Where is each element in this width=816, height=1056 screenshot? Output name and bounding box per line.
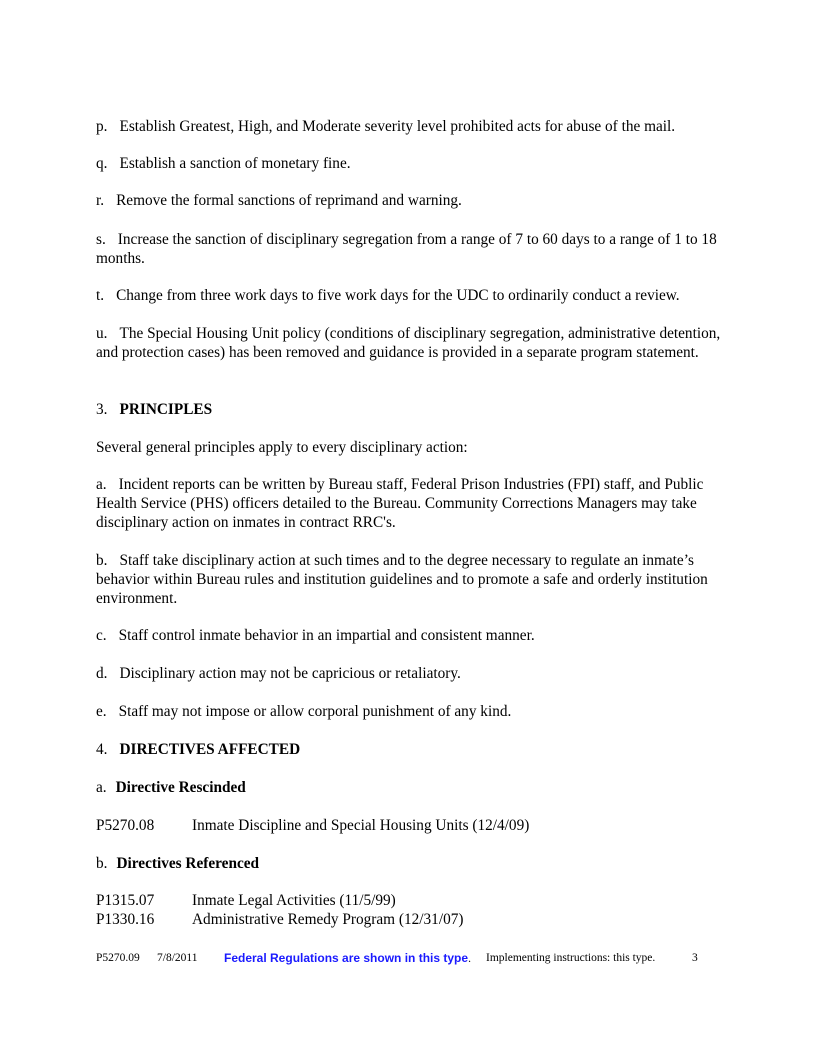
item-letter: q.: [96, 155, 108, 172]
directive-row: [96, 816, 724, 835]
list-item: [96, 551, 724, 608]
item-text: Staff control inmate behavior in an impartial and consistent manner.: [118, 627, 535, 644]
item-text: Establish Greatest, High, and Moderate severity level prohibited acts for abuse of the mail.: [119, 118, 676, 135]
list-item: [96, 626, 724, 645]
subheading-title: Directives Referenced: [116, 855, 260, 872]
item-letter: p.: [96, 118, 108, 135]
list-item: [96, 664, 724, 683]
item-text: Staff may not impose or allow corporal punishment of any kind.: [118, 703, 512, 720]
item-text: Incident reports can be written by Bureau staff, Federal Prison Industries (FPI) staff, and Public Health Service (PHS) officers detailed to the Bureau. Community Corrections Managers may take disciplinary action on inmates in contract RRC's.: [96, 476, 704, 531]
section-heading-directives: [96, 740, 724, 759]
section-title: PRINCIPLES: [119, 401, 213, 418]
directive-code: P1315.07: [96, 892, 155, 909]
list-item: [96, 191, 724, 210]
section-intro: Several general principles apply to every disciplinary action:: [96, 439, 468, 456]
footer-federal-note: [224, 951, 471, 966]
subheading-title: Directive Rescinded: [115, 779, 246, 796]
item-letter: c.: [96, 627, 107, 644]
item-letter: b.: [96, 552, 108, 569]
directive-title: Administrative Remedy Program (12/31/07): [192, 911, 464, 928]
directive-row: [96, 910, 724, 929]
directive-title: Inmate Discipline and Special Housing Units (12/4/09): [192, 817, 530, 834]
item-letter: e.: [96, 703, 107, 720]
item-letter: s.: [96, 231, 106, 248]
list-item: [96, 117, 724, 136]
subheading-referenced: [96, 854, 724, 873]
item-text: Staff take disciplinary action at such times and to the degree necessary to regulate an inmate’s behavior within Bureau rules and institution guidelines and to promote a safe and orderly institution environment.: [96, 552, 708, 607]
item-text: Remove the formal sanctions of reprimand and warning.: [116, 192, 462, 209]
item-text: Disciplinary action may not be capricious or retaliatory.: [119, 665, 461, 682]
section-title: DIRECTIVES AFFECTED: [119, 741, 301, 758]
item-letter: r.: [96, 192, 105, 209]
item-text: Increase the sanction of disciplinary segregation from a range of 7 to 60 days to a range of 1 to 18 months.: [96, 231, 717, 267]
list-item: [96, 286, 724, 305]
footer-doc-number: P5270.09: [96, 952, 140, 964]
federal-note-text: Federal Regulations are shown in this type: [224, 951, 469, 965]
list-item: [96, 702, 724, 721]
directive-title: Inmate Legal Activities (11/5/99): [192, 892, 396, 909]
subheading-letter: b.: [96, 855, 108, 872]
footer-implementing-note: Implementing instructions: this type.: [486, 952, 656, 964]
section-heading-principles: [96, 400, 724, 419]
directive-code: P5270.08: [96, 817, 155, 834]
subheading-letter: a.: [96, 779, 107, 796]
list-item: [96, 475, 724, 532]
section-number: 3.: [96, 401, 108, 418]
subheading-rescinded: [96, 778, 724, 797]
federal-note-period: .: [468, 953, 471, 965]
list-item: [96, 154, 724, 173]
item-letter: a.: [96, 476, 107, 493]
list-item: [96, 324, 724, 362]
list-item: [96, 230, 724, 268]
directive-row: [96, 891, 724, 910]
item-text: Change from three work days to five work days for the UDC to ordinarily conduct a review.: [116, 287, 680, 304]
item-letter: u.: [96, 325, 108, 342]
section-number: 4.: [96, 741, 108, 758]
item-letter: d.: [96, 665, 108, 682]
item-text: The Special Housing Unit policy (conditions of disciplinary segregation, administrative detention, and protection cases) has been removed and guidance is provided in a separate program statement.: [96, 325, 721, 361]
footer-date: 7/8/2011: [157, 952, 198, 964]
footer-page-number: 3: [692, 952, 698, 964]
item-letter: t.: [96, 287, 105, 304]
item-text: Establish a sanction of monetary fine.: [119, 155, 351, 172]
directive-code: P1330.16: [96, 911, 155, 928]
